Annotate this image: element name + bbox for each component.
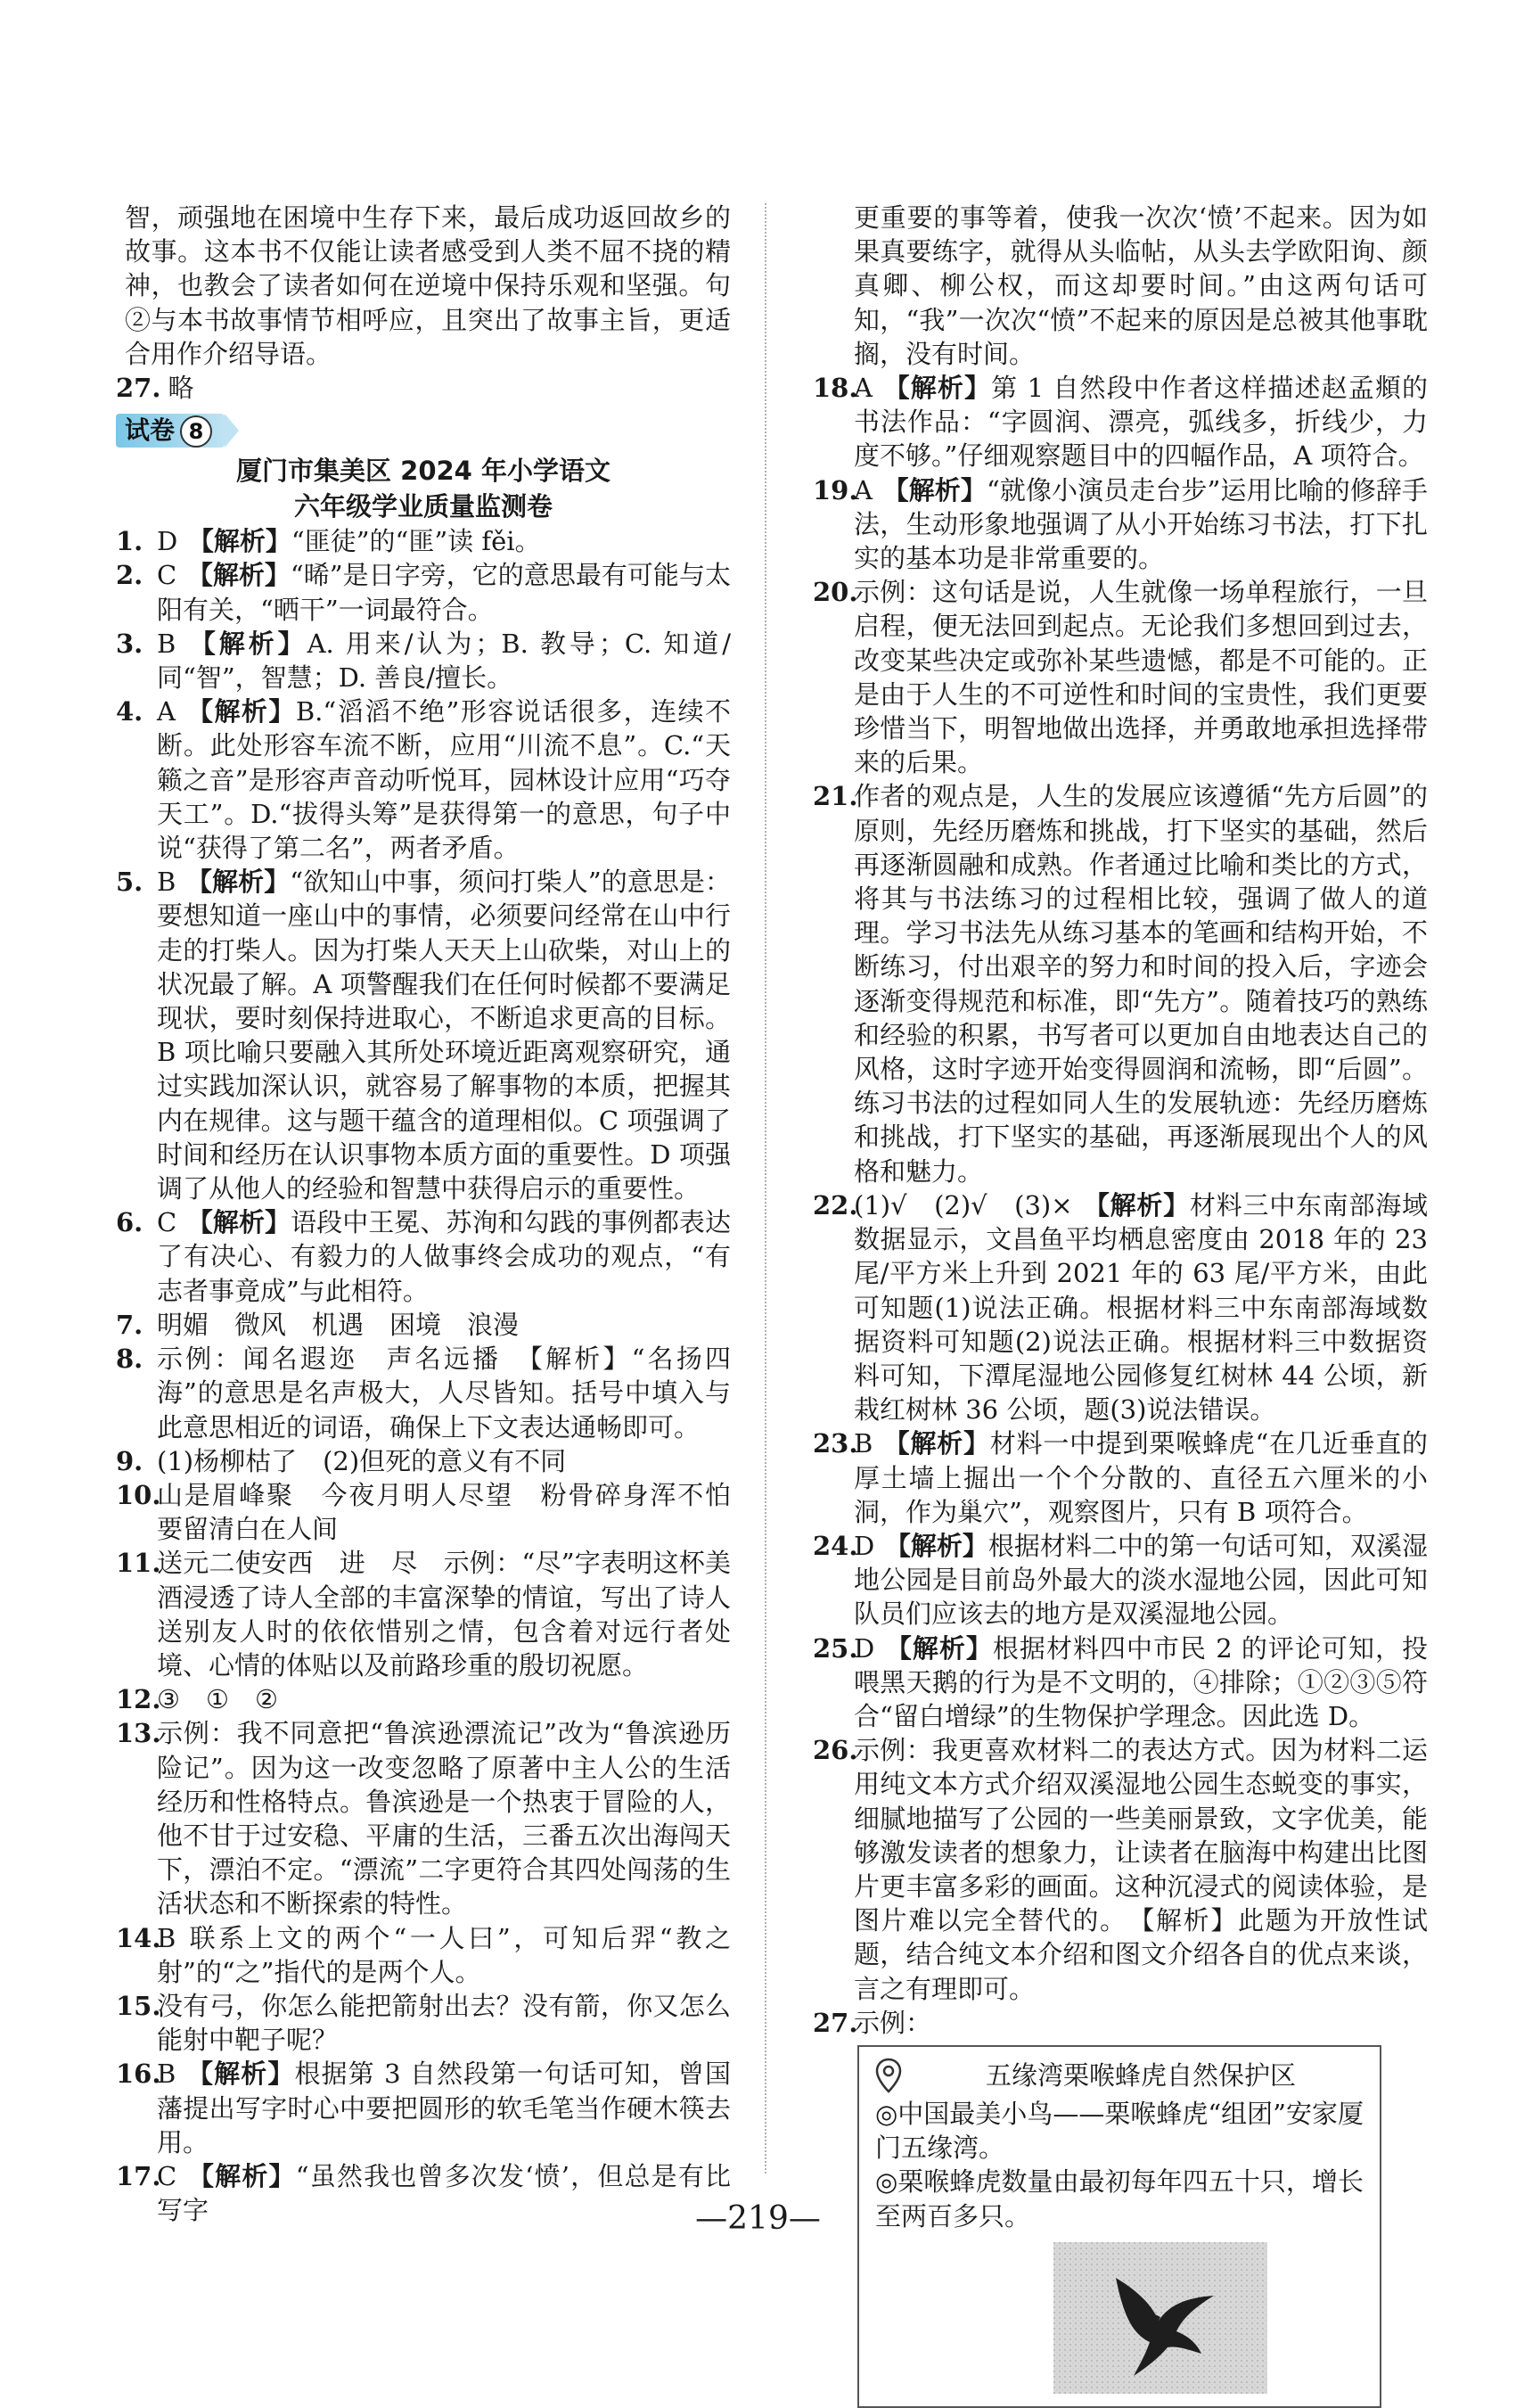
answer-item <box>116 694 731 865</box>
answer-text: A. 用来/认为；B. 教导；C. 知道/同“智”，智慧；D. 善良/擅长。 <box>157 628 731 694</box>
answer-choice: (1)√ (2)√ (3)× <box>854 1189 1073 1220</box>
answer-item <box>813 473 1428 576</box>
answer-text: 示例： <box>854 2007 932 2038</box>
question-number: 6. <box>116 1207 143 1238</box>
question-number: 27. <box>813 2007 858 2038</box>
question-number: 27. <box>116 373 161 404</box>
question-number: 17. <box>116 2160 161 2191</box>
answer-body <box>854 1529 1428 1631</box>
question-number: 19. <box>813 474 858 505</box>
answer-text: 没有弓，你怎么能把箭射出去？没有箭，你又怎么能射中靶子呢？ <box>157 1990 731 2056</box>
answer-body <box>157 1342 731 1444</box>
question-number: 11. <box>116 1548 161 1579</box>
answer-text: 根据第 3 自然段第一句话可知，曾国藩提出写字时心中要把圆形的软毛笔当作硬木筷去用。 <box>157 2059 731 2157</box>
answer-body <box>854 371 1428 473</box>
answer-text: “匪徒”的“匪”读 fěi。 <box>291 526 541 557</box>
answer-item <box>116 1308 731 1342</box>
answer-text: 示例：闻名遐迩 声名远播 【解析】“名扬四海”的意思是名声极大，人尽皆知。括号中填入与此意思相近的词语，确保上下文表达通畅即可。 <box>157 1344 731 1442</box>
analysis-tag: 【解析】 <box>185 696 296 727</box>
answer-text: 山是眉峰聚 今夜月明人尽望 粉骨碎身浑不怕 要留清白在人间 <box>157 1479 758 1545</box>
answer-text: 根据材料四中市民 2 的评论可知，投喂黑天鹅的行为是不文明的，④排除；①②③⑤符合“留白增绿”的生物保护学理念。因此选 D。 <box>854 1632 1428 1731</box>
question-number: 16. <box>116 2059 161 2090</box>
answer-text: 明媚 微风 机遇 困境 浪漫 <box>157 1309 520 1340</box>
answer-choice: C <box>157 1207 177 1238</box>
question-number: 5. <box>116 867 143 898</box>
paper-title-line1: 厦门市集美区 2024 年小学语文 <box>236 456 610 487</box>
answer-text: 示例：我更喜欢材料二的表达方式。因为材料二运用纯文本方式介绍双溪湿地公园生态蜕变的事实，细腻地描写了公园的一些美丽景致，文字优美，能够激发读者的想象力，让读者在脑海中构建出比图片更丰富多彩的画面。这种沉浸式的阅读体验，是图片难以完全替代的。 【解析】此题为开放性试题，结合纯文本介绍和图文介绍各自的优点来谈，言之有理即可。 <box>854 1735 1428 2004</box>
answer-choice: D <box>854 1530 875 1561</box>
question-number: 15. <box>116 1990 161 2021</box>
box-line-1: ◎中国最美小鸟——栗喉蜂虎“组团”安家厦门五缘湾。 <box>875 2098 1364 2164</box>
analysis-tag: 【解析】 <box>185 628 307 659</box>
question-number: 14. <box>116 1922 161 1953</box>
box-title-row <box>875 2058 1364 2093</box>
bee-eater-photo <box>1053 2242 1267 2394</box>
answer-item <box>116 1716 731 1920</box>
answer-text: ③ ① ② <box>157 1684 278 1715</box>
answer-body <box>157 1478 758 1546</box>
left-answer-list <box>116 524 758 2227</box>
question-number: 21. <box>813 781 858 812</box>
answer-body <box>854 1188 1428 1426</box>
answer-body <box>854 473 1428 576</box>
answer-item <box>116 524 731 558</box>
answer-item <box>116 865 731 1205</box>
analysis-tag: 【解析】 <box>186 1207 291 1238</box>
analysis-tag: 【解析】 <box>185 867 291 898</box>
analysis-tag: 【解析】 <box>882 1428 990 1459</box>
answer-text: “就像小演员走台步”运用比喻的修辞手法，生动形象地强调了从小开始练习书法，打下扎实的基本功是非常重要的。 <box>854 474 1428 574</box>
answer-body <box>157 1921 731 1989</box>
answer-item <box>813 371 1428 473</box>
question-number: 4. <box>116 696 143 727</box>
question-number: 13. <box>116 1718 161 1749</box>
answer-item <box>116 1546 731 1682</box>
answer-choice: C <box>157 560 177 591</box>
answer-choice: A <box>854 474 873 505</box>
answer-text: 材料三中东南部海域数据显示，文昌鱼平均栖息密度由 2018 年的 23 尾/平方米上升到 2021 年的 63 尾/平方米，由此可知题(1)说法正确。根据材料三中东南部海域数据资料可知题(2)说法正确。根据材料三中数据资料可知，下潭尾湿地公园修复红树林 44 公顷，新栽红树林 36 公顷，题(3)说法错误。 <box>854 1189 1428 1426</box>
analysis-tag: 【解析】 <box>882 474 987 505</box>
answer-text: 联系上文的两个“一人曰”，可知后羿“教之射”的“之”指代的是两个人。 <box>157 1922 731 1987</box>
answer-body <box>157 1546 731 1682</box>
answer-text: B.“滔滔不绝”形容说话很多，连续不断。此处形容车流不断，应用“川流不息”。C.“天籁之音”是形容声音动听悦耳，园林设计应用“巧夺天工”。D.“拔得头筹”是获得第一的意思，句子中说“获得了第二名”，两者矛盾。 <box>157 696 731 864</box>
question-27-left <box>116 371 731 405</box>
answer-text: “欲知山中事，须问打柴人”的意思是：要想知道一座山中的事情，必须要问经常在山中行走的打柴人。因为打柴人天天上山砍柴，对山上的状况最了解。A 项警醒我们在任何时候都不要满足现状，要时刻保持进取心，不断追求更高的目标。B 项比喻只要融入其所处环境近距离观察研究，通过实践加深认识，就容易了解事物的本质，把握其内在规律。这与题干蕴含的道理相似。C 项强调了时间和经历在认识事物本质方面的重要性。D 项强调了从他人的经验和智慧中获得启示的重要性。 <box>157 867 731 1204</box>
answer-item <box>116 627 731 694</box>
answer-text: (1)杨柳枯了 (2)但死的意义有不同 <box>157 1445 567 1476</box>
question-number: 20. <box>813 577 858 608</box>
question-number: 7. <box>116 1309 143 1340</box>
answer-item <box>116 1444 731 1478</box>
analysis-tag: 【解析】 <box>187 526 291 557</box>
box-line-2: ◎栗喉蜂虎数量由最初每年四五十只，增长至两百多只。 <box>875 2166 1364 2231</box>
answer-item <box>116 1478 758 1546</box>
paper-title-line2: 六年级学业质量监测卷 <box>293 491 553 522</box>
analysis-tag: 【解析】 <box>884 1530 988 1561</box>
question-number: 23. <box>813 1428 858 1459</box>
answer-text: 送元二使安西 进 尽 示例：“尽”字表明这杯美酒浸透了诗人全部的丰富深挚的情谊，写出了诗人送别友人时的依依惜别之情，包含着对远行者处境、心情的体贴以及前路珍重的殷切祝愿。 <box>157 1548 731 1681</box>
answer-body <box>157 1682 731 1716</box>
paper-number: 8 <box>180 415 212 448</box>
question-number: 12. <box>116 1684 161 1715</box>
answer-choice: D <box>854 1632 875 1664</box>
question-number: 9. <box>116 1445 143 1476</box>
answer-text: 示例：我不同意把“鲁滨逊漂流记”改为“鲁滨逊历险记”。因为这一改变忽略了原著中主人公的生活经历和性格特点。鲁滨逊是一个热衷于冒险的人，他不甘于过安稳、平庸的生活，三番五次出海闯天下，漂泊不定。“漂流”二字更符合其四处闯荡的生活状态和不断探索的特性。 <box>157 1718 731 1919</box>
answer-item <box>116 558 731 626</box>
answer-body <box>854 1631 1428 1734</box>
right-column <box>813 201 1428 2408</box>
answer-choice: B <box>157 628 176 659</box>
location-pin-icon <box>875 2058 902 2093</box>
answer-body <box>854 1733 1428 2006</box>
answer-item <box>116 1682 731 1716</box>
answer-text: 略 <box>168 373 194 404</box>
answer-choice: A <box>854 373 873 404</box>
answer-body <box>854 575 1428 779</box>
box-title: 五缘湾栗喉蜂虎自然保护区 <box>985 2059 1296 2091</box>
answer-choice: B <box>157 1922 176 1953</box>
right-answer-list <box>813 371 1428 2006</box>
question-number: 10. <box>116 1479 161 1510</box>
answer-body <box>157 1205 731 1308</box>
analysis-tag: 【解析】 <box>186 2160 296 2191</box>
answer-body <box>157 694 731 865</box>
answer-choice: D <box>157 526 178 557</box>
answer-item <box>813 575 1428 779</box>
answer-text: 语段中王冕、苏洵和勾践的事例都表达了有决心、有毅力的人做事终会成功的观点，“有志者事竟成”与此相符。 <box>157 1207 731 1306</box>
page-number: —219— <box>695 2200 821 2237</box>
answer-body <box>854 779 1428 1188</box>
answer-item <box>116 1205 731 1308</box>
answer-item <box>116 2057 731 2159</box>
question-number: 26. <box>813 1735 858 1766</box>
analysis-tag: 【解析】 <box>1083 1189 1190 1220</box>
column-divider <box>765 203 766 2174</box>
answer-choice: A <box>157 696 176 727</box>
analysis-tag: 【解析】 <box>884 1632 993 1664</box>
answer-body <box>157 524 731 558</box>
left-column <box>116 201 758 2227</box>
answer-choice: B <box>854 1428 873 1459</box>
question-number: 2. <box>116 560 143 591</box>
continuation-paragraph: 更重要的事等着，使我一次次‘愤’不起来。因为如果真要练字，就得从头临帖，从头去学欧阳询、颜真卿、柳公权，而这却要时间。”由这两句话可知，“我”一次次“愤”不起来的原因是总被其他事耽搁，没有时间。 <box>854 202 1428 369</box>
answer-item <box>116 1342 731 1444</box>
answer-text: 材料一中提到栗喉蜂虎“在几近垂直的厚土墙上掘出一个个分散的、直径五六厘米的小洞，作为巢穴”，观察图片，只有 B 项符合。 <box>854 1428 1428 1527</box>
question-27-right <box>813 2006 1428 2040</box>
paper-tag-label: 试卷 <box>125 415 176 446</box>
answer-item <box>813 1426 1428 1529</box>
answer-body <box>157 2057 731 2159</box>
answer-body <box>854 1426 1428 1529</box>
answer-body <box>157 627 731 694</box>
answer-item <box>116 1921 731 1989</box>
answer-choice: B <box>157 2059 176 2090</box>
answer-text: 根据材料二中的第一句话可知，双溪湿地公园是目前岛外最大的淡水湿地公园，因此可知队员们应该去的地方是双溪湿地公园。 <box>854 1530 1428 1630</box>
answer-item <box>813 1188 1428 1426</box>
question-number: 25. <box>813 1632 858 1664</box>
answer-text: “晞”是日字旁，它的意思最有可能与太阳有关，“晒干”一词最符合。 <box>157 560 731 625</box>
answer-item <box>813 1733 1428 2006</box>
question-number: 22. <box>813 1189 858 1220</box>
answer-choice: B <box>157 867 176 898</box>
question-number: 24. <box>813 1530 858 1561</box>
answer-choice: C <box>157 2160 177 2191</box>
paper-banner <box>116 414 731 449</box>
paper-tag-arrow <box>225 414 239 448</box>
analysis-tag: 【解析】 <box>882 373 992 404</box>
analysis-tag: 【解析】 <box>186 560 291 591</box>
answer-item <box>116 1989 731 2057</box>
answer-body <box>157 1989 731 2057</box>
intro-paragraph: 智，顽强地在困境中生存下来，最后成功返回故乡的故事。这本书不仅能让读者感受到人类不屈不挠的精神，也教会了读者如何在逆境中保持乐观和坚强。句②与本书故事情节相呼应，且突出了故事主旨，更适合用作介绍导语。 <box>125 202 731 369</box>
answer-body <box>157 1716 731 1920</box>
question-number: 18. <box>813 373 858 404</box>
question-number: 3. <box>116 628 143 659</box>
answer-text: 作者的观点是，人生的发展应该遵循“先方后圆”的原则，先经历磨炼和挑战，打下坚实的基础，然后再逐渐圆融和成熟。作者通过比喻和类比的方式，将其与书法练习的过程相比较，强调了做人的道理。学习书法先从练习基本的笔画和结构开始，不断练习，付出艰辛的努力和时间的投入后，字迹会逐渐变得规范和标准，即“先方”。随着技巧的熟练和经验的积累，书写者可以更加自由地表达自己的风格，这时字迹开始变得圆润和流畅，即“后圆”。练习书法的过程如同人生的发展轨迹：先经历磨炼和挑战，打下坚实的基础，再逐渐展现出个人的风格和魅力。 <box>854 781 1428 1187</box>
answer-item <box>813 1529 1428 1631</box>
answer-text: “虽然我也曾多次发‘愤’，但总是有比写字 <box>157 2160 731 2226</box>
answer-item <box>813 1631 1428 1734</box>
answer-body <box>157 1444 731 1478</box>
answer-item <box>813 779 1428 1188</box>
paper-tag <box>116 414 225 448</box>
answer-body <box>157 865 731 1205</box>
question-number: 1. <box>116 526 143 557</box>
question-number: 8. <box>116 1344 143 1375</box>
answer-body <box>157 558 731 626</box>
answer-body <box>157 1308 731 1342</box>
answer-text: 示例：这句话是说，人生就像一场单程旅行，一旦启程，便无法回到起点。无论我们多想回到过去，改变某些决定或弥补某些遗憾，都是不可能的。正是由于人生的不可逆性和时间的宝贵性，我们更要珍惜当下，明智地做出选择，并勇敢地承担选择带来的后果。 <box>854 577 1428 778</box>
answer-text: 第 1 自然段中作者这样描述赵孟頫的书法作品：“字圆润、漂亮，弧线多，折线少，力度不够。”仔细观察题目中的四幅作品，A 项符合。 <box>854 373 1428 472</box>
analysis-tag: 【解析】 <box>185 2059 295 2090</box>
